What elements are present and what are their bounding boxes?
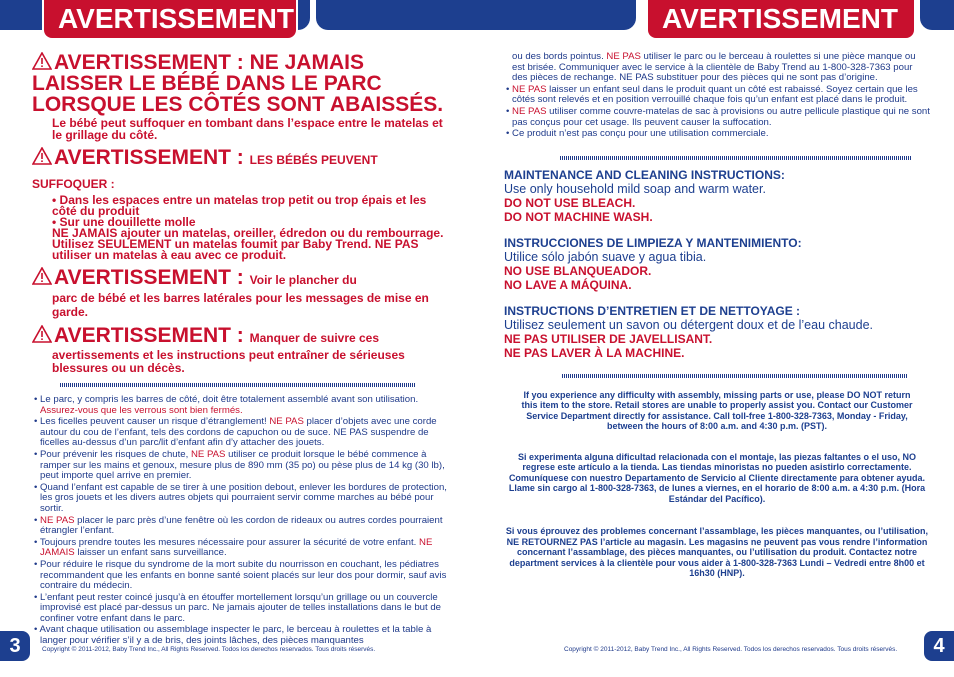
- bullet-marker: •: [506, 83, 513, 95]
- warning-triangle-icon: [32, 325, 52, 343]
- list-item: [32, 560, 452, 592]
- maintenance-warning-fr-2: NE PAS LAVER À LA MACHINE.: [504, 345, 685, 360]
- warning-body-4: avertissements et les instructions peut entraîner de sérieuses blessures ou un décès.: [52, 348, 405, 375]
- maintenance-french: [504, 304, 930, 360]
- bullet-marker: •: [34, 448, 41, 460]
- top-bar-right: [920, 0, 954, 30]
- bullet-marker: •: [34, 536, 40, 548]
- warning-triangle-icon: [32, 147, 52, 165]
- help-text-english: If you experience any difficulty with assembly, missing parts or use, please DO NOT return this item to the store. Retail stores are unable to properly assist you. Contact our Customer Service Department directly for assistance. Call toll-free 1-800-328-7363, Monday - Friday, between the hours of 8:00 a.m. and 4:30 p.m. (PST).: [521, 389, 913, 432]
- emphasis-text: NE PAS: [190, 448, 226, 460]
- right-bullet-list: [504, 52, 930, 140]
- top-bar-center: [316, 0, 636, 30]
- divider-right-2: [562, 374, 908, 378]
- warning-subheading-2: LES BÉBÉS PEUVENT SUFFOQUER :: [32, 153, 378, 191]
- body-text: Le parc, y compris les barres de côté, doit être totalement assemblé avant son utilisation.: [40, 394, 419, 405]
- list-item: [32, 593, 452, 625]
- warning-heading-2: AVERTISSEMENT : LES BÉBÉS PEUVENT SUFFOQUER :: [32, 146, 378, 191]
- emphasis-text: NE PAS: [40, 514, 75, 526]
- divider-right-1: [560, 156, 912, 160]
- list-item: [504, 85, 930, 106]
- maintenance-text-fr: Utilisez seulement un savon ou détergent doux et de l’eau chaude.: [504, 317, 873, 332]
- maintenance-text-en: Use only household mild soap and warm water.: [504, 181, 766, 196]
- body-text: placer le parc près d’une fenêtre où les cordon de rideaux ou autres cordes pourraient étrangler l’enfant.: [40, 514, 443, 537]
- bullet-marker: •: [34, 481, 41, 493]
- warning-heading-4: AVERTISSEMENT : Manquer de suivre ces: [32, 325, 452, 349]
- body-text: L’enfant peut rester coincé jusqu’à en étouffer mortellement lorsqu’un grillage ou un couvercle improvisé est placé par-dessus un parc. Ne jamais ajouter de telles installations dans le but de confiner votre enfant dans le parc.: [40, 591, 442, 624]
- right-page-content: [504, 52, 930, 591]
- maintenance-title-es: INSTRUCCIONES DE LIMPIEZA Y MANTENIMIENTO:: [504, 235, 802, 250]
- maintenance-warning-en-2: DO NOT MACHINE WASH.: [504, 209, 653, 224]
- warning-line-2b: • Sur une douillette molle: [52, 215, 196, 229]
- warning-body-3: parc de bébé et les barres latérales pour les messages de mise en garde.: [52, 291, 429, 319]
- list-item: [32, 516, 452, 537]
- warning-block-2: [32, 147, 452, 261]
- maintenance-warning-es-2: NO LAVE A MÁQUINA.: [504, 277, 632, 292]
- warning-block-3: [32, 267, 452, 319]
- maintenance-title-en: MAINTENANCE AND CLEANING INSTRUCTIONS:: [504, 167, 785, 182]
- body-text: laisser un enfant sans surveillance.: [74, 547, 227, 559]
- body-text: Les ficelles peuvent causer un risque d’étranglement!: [40, 416, 270, 428]
- bullet-marker: •: [34, 394, 41, 405]
- body-text: utiliser le parc ou le berceau à roulettes si une pièce manque ou est brisée. Communiquer avec le service à la clientèle de Baby Trend au 1-800-328-7363 pour des pièces de rechange. NE PAS substituer pour des pièces qui ne sont pas d’origine.: [512, 51, 916, 84]
- warning-heading-1: AVERTISSEMENT : NE JAMAIS LAISSER LE BÉBÉ DANS LE PARC LORSQUE LES CÔTÉS SONT ABAISSÉS.: [32, 51, 444, 116]
- list-item: [504, 107, 930, 128]
- body-text: Ce produit n’est pas conçu pour une utilisation commerciale.: [512, 128, 769, 140]
- list-item: [504, 129, 930, 140]
- body-text: Pour prévenir les risques de chute,: [40, 448, 191, 460]
- page-number-left: 3: [0, 631, 30, 661]
- bullet-marker: •: [506, 128, 513, 140]
- list-item: [32, 395, 452, 416]
- body-text: placer d’objets avec une corde autour du cou de l’enfant, tels des cordons de capuchon ou de suce. NE PAS suspendre de ficelles au-dessus d’un parc/lit d’enfant afin d’y attacher des jouets.: [40, 416, 437, 449]
- banner-left: AVERTISSEMENT: [42, 0, 298, 40]
- list-item: [32, 417, 452, 449]
- body-text: laisser un enfant seul dans le produit quant un côté est rabaissé. Soyez certain que les côtés sont relevés et en position verrouillé chaque fois qu’un enfant est placé dans le produit.: [512, 83, 918, 106]
- copyright-left: Copyright © 2011-2012, Baby Trend Inc., All Rights Reserved. Todos los derechos reservados. Tous droits réservés.: [42, 646, 376, 653]
- maintenance-title-fr: INSTRUCTIONS D’ENTRETIEN ET DE NETTOYAGE :: [504, 303, 801, 318]
- maintenance-spanish: [504, 236, 930, 292]
- list-item: [504, 52, 930, 84]
- bullet-marker: •: [34, 514, 41, 526]
- bullet-marker: •: [34, 591, 41, 603]
- maintenance-warning-es-1: NO USE BLANQUEADOR.: [504, 263, 652, 278]
- copyright-right: Copyright © 2011-2012, Baby Trend Inc., All Rights Reserved. Todos los derechos reservados. Tous droits réservés.: [564, 646, 898, 653]
- banner-right: AVERTISSEMENT: [646, 0, 916, 40]
- warning-heading-3: AVERTISSEMENT : Voir le plancher du: [32, 267, 452, 291]
- list-item: [32, 625, 452, 646]
- emphasis-text: NE PAS: [269, 416, 304, 428]
- bullet-marker: •: [34, 416, 41, 428]
- body-text: Toujours prendre toutes les mesures nécessaire pour assurer la sécurité de votre enfant.: [39, 536, 420, 548]
- warning-triangle-icon: [32, 267, 52, 285]
- help-text-spanish: Si experimenta alguna dificultad relacionada con el montaje, las piezas faltantes o el uso, NO regrese este artículo a la tienda. Las tiendas minoristas no pueden asistirlo correctamente. Comuníquese con nuestro Departamento de Servicio al Cliente directamente para obtener ayuda. Llame sin cargo al 1-800-328-7363, de lunes a viernes, en el horario de 8:00 a.m. a 4:30 p.m. (Hora Estándar del Pacífico).: [508, 451, 926, 504]
- help-text-french: Si vous éprouvez des problemes concernant l’assamblage, les pièces manquantes, ou l’utilisation, NE RETOURNEZ PAS l’article au magasin. Les magasins ne peuvent pas vous rendre l’information concernant l’assamblage, des pièces manquantes, ou l’utilisation du produit. Contactez notre department services à la clientèle pour vous aider à 1-800-328-7363 Lundi – Vedredi entre 8h00 et 16h30 (HNP).: [505, 526, 929, 579]
- warning-line-2a: • Dans les espaces entre un matelas trop petit ou trop épais et les côté du produit: [52, 193, 427, 218]
- body-text: Avant chaque utilisation ou assemblage inspecter le parc, le berceau à roulettes et la table à langer pour vérifier s’il y a de bris, des joints lâches, des pièces manquantes: [39, 624, 432, 647]
- list-item: [32, 538, 452, 559]
- divider-left: [60, 383, 416, 387]
- bullet-marker: •: [506, 105, 513, 117]
- emphasis-text: NE PAS: [512, 83, 547, 95]
- list-item: [32, 450, 452, 482]
- bullet-marker: •: [34, 558, 41, 570]
- emphasis-text: NE PAS: [606, 51, 641, 62]
- warning-body-1: Le bébé peut suffoquer en tombant dans l’espace entre le matelas et le grillage du côté.: [52, 116, 443, 142]
- maintenance-text-es: Utilice sólo jabón suave y agua tibia.: [504, 249, 707, 264]
- warning-subheading-3: Voir le plancher du: [249, 273, 357, 287]
- body-text: Quand l’enfant est capable de se tirer à une position debout, enlever les bordures de protection, les gros jouets et les divers autres objets qui pourraient servir comme marches au bébé pour sortir.: [40, 481, 447, 514]
- emphasis-text: NE PAS: [512, 105, 547, 117]
- warning-block-4: [32, 325, 452, 375]
- warning-block-1: [32, 52, 452, 141]
- left-bullet-list: [32, 395, 452, 647]
- maintenance-english: [504, 168, 930, 224]
- body-text: Pour réduire le risque du syndrome de la mort subite du nourrisson en couchant, les pédiatres recommandent que les enfants en bonne santé soient placés sur leur dos pour dormir, sauf avis contraire du médecin.: [40, 558, 447, 592]
- emphasis-text: NE JAMAIS: [40, 536, 433, 559]
- warning-subheading-4: Manquer de suivre ces: [249, 331, 380, 345]
- bullet-marker: •: [34, 624, 40, 636]
- left-page-content: [32, 52, 452, 648]
- list-item: [32, 483, 452, 515]
- emphasis-text: Assurez-vous que les verrous sont bien fermés.: [40, 404, 243, 416]
- warning-line-2c: NE JAMAIS ajouter un matelas, oreiller, édredon ou du rembourrage. Utilisez SEULEMENT un matelas foumit par Baby Trend. NE PAS utiliser un matelas à eau avec ce produit.: [52, 226, 444, 262]
- warning-triangle-icon: [32, 52, 52, 70]
- body-text: utiliser ce produit lorsque le bébé commence à ramper sur les mains et genoux, mesure plus de 890 mm (35 po) ou pèse plus de 14 kg (30 lb), peut importe quel arrive en premier.: [40, 448, 445, 482]
- body-text: ou des bords pointus.: [512, 51, 607, 62]
- page-number-right: 4: [924, 631, 954, 661]
- maintenance-warning-en-1: DO NOT USE BLEACH.: [504, 195, 636, 210]
- maintenance-warning-fr-1: NE PAS UTILISER DE JAVELLISANT.: [504, 331, 713, 346]
- body-text: utiliser comme couvre-matelas de sac à provisions ou autre pellicule plastique qui ne sont pas conçus pour cet usage. Ils peuvent causer la suffocation.: [512, 105, 930, 128]
